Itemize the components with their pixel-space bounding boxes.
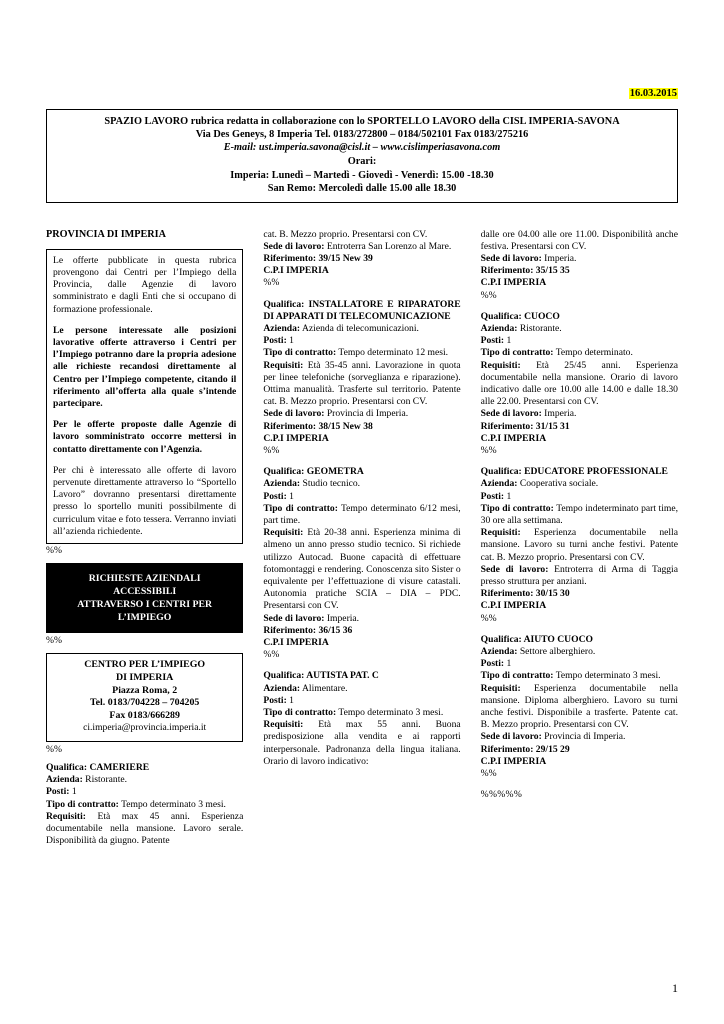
job-requisiti-value: Età 35-45 anni. Lavorazione in quota per linee telefoniche (sorveglianza e riparazione). Ottima manualità. Trasferte sul territorio. Patente cat. B. Mezzo proprio. Presentarsi con CV. — [263, 359, 461, 408]
separator-marker: %% — [46, 635, 62, 647]
job-qualifica-label: Qualifica: — [480, 310, 522, 322]
job-requisiti-line — [263, 719, 460, 768]
job-azienda-label: Azienda: — [263, 322, 301, 334]
job-sede-line — [263, 613, 460, 625]
job-sede-label: Sede di lavoro: — [480, 563, 549, 575]
job-posti-label: Posti: — [263, 490, 287, 502]
intro-paragraph-2: Le persone interessate alle posizioni lavorative offerte attraverso i Centri per l’Impiego potranno dare la propria adesione alle richieste recandosi direttamente al Centro per l’Impiego competente, citando il riferimento all’offerta alla quale s’intende partecipare. — [53, 324, 237, 409]
job-contratto-value: Tempo determinato 3 mesi. — [118, 798, 226, 810]
job-azienda-line — [481, 323, 678, 335]
job-requisiti-line — [481, 360, 678, 409]
header-orari-sanremo: San Remo: Mercoledì dalle 15.00 alle 18.30 — [267, 183, 457, 194]
job-sede-label: Sede di lavoro: — [263, 408, 325, 420]
job-posti-label: Posti: — [480, 658, 505, 670]
job-azienda-value: Studio tecnico. — [300, 478, 361, 490]
separator-marker: %% — [480, 444, 497, 456]
job-azienda-label: Azienda: — [46, 774, 83, 786]
job-sede-line — [481, 731, 678, 743]
job-cpi-line: C.P.I IMPERIA — [480, 600, 547, 612]
job-sede-line — [481, 253, 678, 265]
job-azienda-value: Cooperativa sociale. — [517, 478, 599, 490]
job-riferimento-label: Riferimento: — [263, 624, 317, 636]
banner-line-4: L’IMPIEGO — [117, 612, 172, 624]
job-qualifica-value: CUOCO — [521, 310, 560, 322]
job-qualifica-label: Qualifica: — [263, 298, 305, 310]
job-contratto-value: Tempo determinato 6/12 mesi, part time. — [263, 502, 461, 526]
job-qualifica-label: Qualifica: — [263, 670, 305, 682]
job-contratto-line — [263, 347, 460, 359]
job-posti-value: 1 — [504, 490, 512, 502]
job-requisiti-label: Requisiti: — [480, 682, 521, 694]
job-sede-line — [263, 241, 460, 253]
job-riferimento-label: Riferimento: — [480, 588, 534, 600]
job-riferimento-line — [481, 744, 678, 756]
job-sede-value: Entroterra San Lorenzo al Mare. — [324, 240, 452, 252]
job-listing — [481, 466, 678, 625]
cpi-phone: Tel. 0183/704228 – 704205 — [89, 697, 200, 709]
job-contratto-line — [46, 799, 243, 811]
job-riferimento-line — [263, 253, 460, 265]
job-sede-value: Imperia. — [324, 612, 360, 624]
separator-marker: %% — [46, 743, 62, 755]
job-posti-value: 1 — [286, 335, 294, 347]
job-riferimento-line — [263, 421, 460, 433]
column-3 — [481, 229, 678, 802]
job-posti-label: Posti: — [263, 694, 287, 706]
end-marker: %%%%% — [480, 789, 523, 801]
job-requisiti-line — [481, 527, 678, 564]
job-posti-line — [263, 695, 460, 707]
job-contratto-value: Tempo determinato 12 mesi. — [336, 347, 449, 359]
job-qualifica-label: Qualifica: — [46, 761, 88, 773]
job-listing-continued — [263, 229, 460, 290]
job-sede-value: Provincia di Imperia. — [541, 731, 626, 743]
job-listing — [46, 762, 243, 847]
job-sede-label: Sede di lavoro: — [263, 612, 325, 624]
job-azienda-line — [46, 774, 243, 786]
job-qualifica-value: INSTALLATORE E RIPARATORE DI APPARATI DI TELECOMUNICAZIONE — [263, 298, 461, 322]
column-1 — [46, 229, 243, 857]
job-qualifica-line — [481, 311, 678, 323]
cpi-title-line-2: DI IMPERIA — [115, 671, 174, 683]
job-azienda-line — [481, 646, 678, 658]
job-riferimento-line — [481, 588, 678, 600]
job-qualifica-value: AIUTO CUOCO — [521, 633, 593, 645]
intro-paragraph-3: Per le offerte proposte dalle Agenzie di lavoro somministrato occorre mettersi in contatto direttamente con l’Agenzia. — [53, 419, 237, 455]
job-cpi-line: C.P.I IMPERIA — [480, 277, 547, 289]
job-azienda-label: Azienda: — [480, 478, 518, 490]
job-listing — [263, 299, 460, 458]
job-riferimento-line — [481, 421, 678, 433]
page-number: 1 — [672, 981, 678, 995]
job-azienda-label: Azienda: — [263, 478, 301, 490]
job-azienda-value: Azienda di telecomunicazioni. — [300, 322, 419, 334]
cpi-title-line-1: CENTRO PER L’IMPIEGO — [84, 659, 206, 671]
job-contratto-value: Tempo determinato. — [553, 347, 633, 359]
intro-paragraph-1: Le offerte pubblicate in questa rubrica provengono dai Centri per l’Impiego della Provincia, dalle Agenzie di lavoro somministrato e dagli Enti che si occupano di formazione professionale. — [53, 254, 237, 315]
job-sede-label: Sede di lavoro: — [480, 731, 542, 743]
job-posti-line — [46, 786, 243, 798]
job-qualifica-label: Qualifica: — [263, 466, 305, 478]
intro-box — [46, 249, 243, 544]
job-azienda-value: Alimentare. — [300, 682, 348, 694]
job-sede-value: Imperia. — [541, 252, 577, 264]
job-requisiti-label: Requisiti: — [46, 810, 86, 822]
separator-marker: %% — [480, 612, 497, 624]
job-sede-value: Entroterra di Arma di Taggia presso struttura per anziani. — [480, 563, 678, 587]
job-sede-value: Imperia. — [541, 408, 577, 420]
cpi-address: Piazza Roma, 2 — [112, 684, 178, 696]
job-sede-line — [263, 408, 460, 420]
job-listing — [263, 670, 460, 768]
job-riferimento-line — [263, 625, 460, 637]
job-contratto-label: Tipo di contratto: — [263, 502, 338, 514]
job-sede-label: Sede di lavoro: — [480, 252, 542, 264]
job-azienda-value: Ristorante. — [517, 322, 562, 334]
job-posti-value: 1 — [69, 786, 77, 798]
job-contratto-value: Tempo indeterminato part time, 30 ore alla settimana. — [480, 502, 678, 526]
job-posti-label: Posti: — [46, 786, 70, 798]
banner-line-3: ATTRAVERSO I CENTRI PER — [77, 599, 213, 611]
job-azienda-line — [481, 478, 678, 490]
job-azienda-value: Ristorante. — [82, 774, 128, 786]
job-cpi-line: C.P.I IMPERIA — [263, 637, 329, 648]
job-posti-line — [263, 335, 460, 347]
job-contratto-line — [481, 503, 678, 527]
job-qualifica-line — [263, 299, 460, 323]
job-requisiti-line — [481, 683, 678, 732]
job-posti-line — [481, 658, 678, 670]
job-posti-label: Posti: — [480, 490, 505, 502]
job-posti-line — [481, 491, 678, 503]
job-cpi-line: C.P.I IMPERIA — [480, 432, 547, 444]
job-qualifica-label: Qualifica: — [480, 633, 522, 645]
job-requisiti-label: Requisiti: — [263, 719, 304, 731]
job-continuation-text: dalle ore 04.00 alle ore 11.00. Disponibilità anche festiva. Presentarsi con CV. — [480, 228, 678, 252]
job-azienda-value: Settore alberghiero. — [517, 646, 596, 657]
job-contratto-line — [481, 347, 678, 359]
job-sede-label: Sede di lavoro: — [263, 240, 325, 252]
job-posti-value: 1 — [504, 335, 512, 347]
job-requisiti-label: Requisiti: — [263, 359, 304, 371]
job-contratto-label: Tipo di contratto: — [263, 707, 337, 719]
header-orari-label: Orari: — [347, 156, 377, 167]
job-cpi-line: C.P.I IMPERIA — [263, 265, 329, 277]
job-azienda-line — [263, 323, 460, 335]
document-date-value: 16.03.2015 — [629, 88, 677, 99]
banner-line-1: RICHIESTE AZIENDALI — [88, 573, 201, 585]
job-contratto-value: Tempo determinato 3 mesi. — [553, 670, 661, 682]
job-azienda-line — [263, 478, 460, 490]
job-requisiti-value: Esperienza documentabile nella mansione. Diploma alberghiero. Lavoro su turni anche festivi. Disponibile a trasferte. Patente cat. B. Mezzo proprio. Presentarsi con CV. — [480, 682, 678, 731]
job-contratto-label: Tipo di contratto: — [46, 798, 119, 810]
separator-marker: %% — [263, 277, 280, 289]
cpi-email[interactable]: ci.imperia@provincia.imperia.it — [83, 722, 207, 734]
job-contratto-line — [481, 670, 678, 682]
job-azienda-label: Azienda: — [480, 646, 518, 657]
banner-line-2: ACCESSIBILI — [113, 586, 177, 598]
cpi-fax: Fax 0183/666289 — [109, 709, 180, 721]
header-line-1: SPAZIO LAVORO rubrica redatta in collaborazione con lo SPORTELLO LAVORO della CISL IMPERIA-SAVONA — [104, 116, 620, 127]
job-cpi-line: C.P.I IMPERIA — [263, 432, 329, 444]
job-listing-continued — [481, 229, 678, 302]
job-sede-value: Provincia di Imperia. — [324, 408, 409, 420]
job-riferimento-value: 31/15 31 — [533, 420, 570, 432]
job-posti-value: 1 — [286, 490, 294, 502]
job-contratto-label: Tipo di contratto: — [480, 347, 554, 359]
header-box — [46, 109, 678, 203]
job-qualifica-value: AUTISTA PAT. C — [304, 670, 379, 682]
job-riferimento-value: 30/15 30 — [533, 588, 570, 600]
job-requisiti-line — [46, 811, 243, 848]
job-azienda-label: Azienda: — [480, 322, 518, 334]
job-contratto-label: Tipo di contratto: — [480, 670, 554, 682]
job-requisiti-value: Età 20-38 anni. Esperienza minima di almeno un anno presso studio tecnico. Si richiede utilizzo Autocad. Buone capacità di effettuare fotomontaggi e rendering. Conoscenza sito Sister o equivalente per l’effettuazione di visure catastali. Autonomia pratiche SCIA – DIA – PDC. Presentarsi con CV. — [263, 527, 461, 612]
job-qualifica-line — [481, 466, 678, 478]
job-qualifica-line — [263, 670, 460, 682]
job-qualifica-label: Qualifica: — [480, 466, 522, 478]
job-riferimento-label: Riferimento: — [480, 420, 534, 432]
header-email: E-mail: ust.imperia.savona@cisl.it – www.cislimperiasavona.com — [223, 142, 501, 153]
job-contratto-label: Tipo di contratto: — [263, 347, 337, 359]
job-continuation-text: cat. B. Mezzo proprio. Presentarsi con CV. — [263, 228, 428, 240]
separator-marker: %% — [263, 444, 280, 456]
job-requisiti-value: Età max 45 anni. Esperienza documentabile nella mansione. Lavoro serale. Disponibilità da giugno. Patente — [46, 810, 244, 847]
columns-container — [46, 229, 678, 857]
job-requisiti-label: Requisiti: — [480, 527, 521, 539]
job-contratto-label: Tipo di contratto: — [480, 502, 554, 514]
job-contratto-line — [263, 503, 460, 527]
job-posti-value: 1 — [504, 658, 512, 670]
header-orari-imperia: Imperia: Lunedì – Martedì - Giovedì - Venerdì: 15.00 -18.30 — [230, 169, 494, 181]
job-cpi-line: C.P.I IMPERIA — [480, 755, 547, 767]
job-requisiti-line — [263, 360, 460, 409]
document-date — [46, 88, 678, 99]
job-qualifica-line — [263, 466, 460, 478]
job-azienda-label: Azienda: — [263, 682, 301, 694]
cpi-imperia-contact-box — [46, 653, 243, 741]
job-requisiti-value: Età max 55 anni. Buona predisposizione alla vendita e ai rapporti interpersonale. Padronanza della lingua italiana. Orario di lavoro indicativo: — [263, 719, 461, 767]
province-title: PROVINCIA DI IMPERIA — [46, 228, 166, 240]
job-requisiti-label: Requisiti: — [480, 359, 521, 371]
job-riferimento-value: 39/15 New 39 — [316, 252, 373, 264]
separator-marker: %% — [263, 649, 280, 661]
job-posti-label: Posti: — [263, 335, 287, 347]
intro-paragraph-4: Per chi è interessato alle offerte di lavoro pervenute direttamente attraverso lo “Sportello Lavoro” dovranno presentarsi direttamente presso lo sportello muniti possibilmente di curriculum vitae e foto tessera. Verranno inviati all’azienda richiedente. — [53, 464, 237, 537]
separator-marker: %% — [480, 289, 497, 301]
job-qualifica-line — [46, 762, 243, 774]
job-listing — [481, 311, 678, 457]
job-qualifica-line — [481, 634, 678, 646]
job-qualifica-value: EDUCATORE PROFESSIONALE — [521, 466, 668, 478]
job-riferimento-value: 36/15 36 — [316, 624, 353, 636]
column-2 — [263, 229, 460, 778]
job-qualifica-value: GEOMETRA — [304, 466, 364, 478]
job-posti-value: 1 — [286, 694, 294, 706]
job-posti-line — [481, 335, 678, 347]
job-qualifica-value: CAMERIERE — [87, 761, 150, 773]
job-requisiti-value: Età 25/45 anni. Esperienza documentabile nella mansione. Orario di lavoro indicativo dalle ore 10.00 alle 14.00 e dalle 18.30 alle 22.00. Presentarsi con CV. — [480, 359, 678, 408]
job-requisiti-line — [263, 527, 460, 612]
job-riferimento-value: 29/15 29 — [533, 743, 570, 755]
job-listing — [481, 634, 678, 780]
job-posti-label: Posti: — [480, 335, 505, 347]
job-riferimento-label: Riferimento: — [263, 420, 317, 432]
job-contratto-line — [263, 707, 460, 719]
job-sede-line — [481, 408, 678, 420]
job-azienda-line — [263, 683, 460, 695]
job-posti-line — [263, 491, 460, 503]
job-riferimento-value: 35/15 35 — [533, 265, 570, 277]
job-sede-line — [481, 564, 678, 588]
separator-marker: %% — [46, 544, 62, 556]
job-requisiti-label: Requisiti: — [263, 527, 304, 539]
job-riferimento-label: Riferimento: — [480, 743, 534, 755]
job-riferimento-line — [481, 265, 678, 277]
job-riferimento-value: 38/15 New 38 — [316, 420, 373, 432]
job-riferimento-label: Riferimento: — [480, 265, 534, 277]
separator-marker: %% — [480, 768, 497, 780]
header-line-2: Via Des Geneys, 8 Imperia Tel. 0183/272800 – 0184/502101 Fax 0183/275216 — [195, 129, 529, 140]
job-requisiti-value: Esperienza documentabile nella mansione. Lavoro su turni anche festivi. Patente cat. B. Mezzo proprio. Presentarsi con CV. — [480, 527, 678, 563]
richieste-aziendali-banner — [46, 563, 243, 633]
job-sede-label: Sede di lavoro: — [480, 408, 542, 420]
job-listing — [263, 466, 460, 661]
job-contratto-value: Tempo determinato 3 mesi. — [336, 707, 444, 719]
job-riferimento-label: Riferimento: — [263, 252, 317, 264]
